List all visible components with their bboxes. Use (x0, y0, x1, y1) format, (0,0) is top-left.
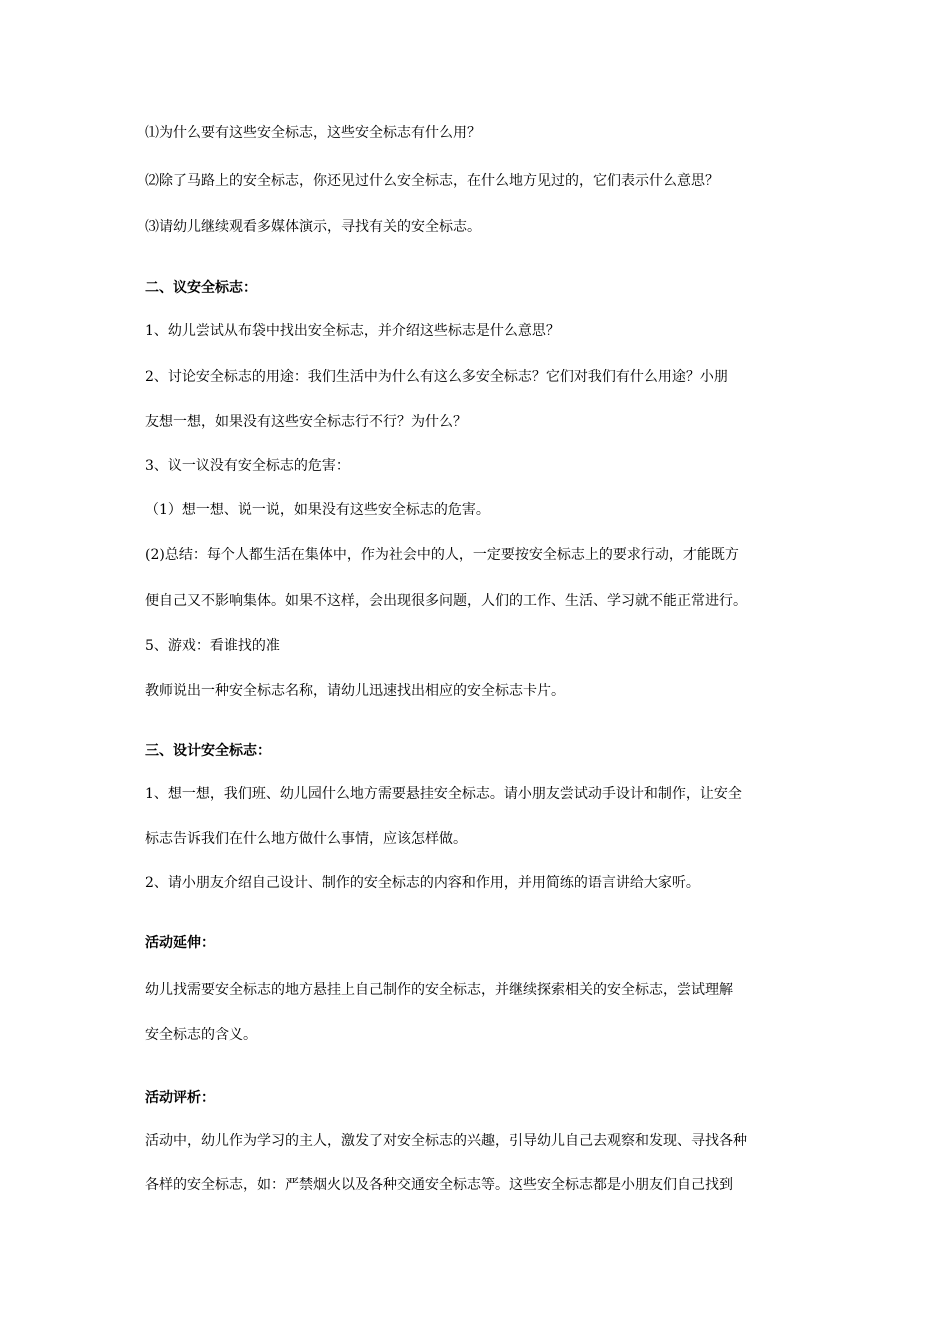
paragraph-line: 3、议一议没有安全标志的危害： (145, 458, 350, 474)
paragraph-line: 安全标志的含义。 (145, 1027, 257, 1043)
section-heading-design: 三、设计安全标志： (145, 743, 271, 759)
paragraph-line: 1、幼儿尝试从布袋中找出安全标志，并介绍这些标志是什么意思？ (145, 323, 560, 339)
paragraph-line: 标志告诉我们在什么地方做什么事情，应该怎样做。 (145, 831, 467, 847)
question-1-line: ⑴为什么要有这些安全标志，这些安全标志有什么用？ (145, 125, 481, 141)
question-3-line: ⑶请幼儿继续观看多媒体演示，寻找有关的安全标志。 (145, 219, 481, 235)
paragraph-line: 2、讨论安全标志的用途：我们生活中为什么有这么多安全标志？它们对我们有什么用途？小朋 (145, 369, 728, 385)
section-heading-discuss: 二、议安全标志： (145, 280, 257, 296)
paragraph-line: 活动中，幼儿作为学习的主人，激发了对安全标志的兴趣，引导幼儿自己去观察和发现、寻找各种 (145, 1133, 747, 1149)
section-heading-evaluation: 活动评析： (145, 1090, 215, 1106)
paragraph-line: 幼儿找需要安全标志的地方悬挂上自己制作的安全标志，并继续探索相关的安全标志，尝试理解 (145, 982, 733, 998)
question-2-line: ⑵除了马路上的安全标志，你还见过什么安全标志，在什么地方见过的，它们表示什么意思？ (145, 173, 719, 189)
section-heading-extension: 活动延伸： (145, 935, 215, 951)
paragraph-line: (2)总结：每个人都生活在集体中，作为社会中的人，一定要按安全标志上的要求行动，才能既方 (145, 547, 739, 563)
paragraph-line: 2、请小朋友介绍自己设计、制作的安全标志的内容和作用，并用简练的语言讲给大家听。 (145, 875, 700, 891)
paragraph-line: 5、游戏：看谁找的准 (145, 638, 280, 654)
paragraph-line: 教师说出一种安全标志名称，请幼儿迅速找出相应的安全标志卡片。 (145, 683, 565, 699)
paragraph-line: 友想一想，如果没有这些安全标志行不行？为什么？ (145, 414, 467, 430)
paragraph-line: 1、想一想，我们班、幼儿园什么地方需要悬挂安全标志。请小朋友尝试动手设计和制作，让安全 (145, 786, 742, 802)
paragraph-line: 便自己又不影响集体。如果不这样，会出现很多问题，人们的工作、生活、学习就不能正常进行。 (145, 593, 747, 609)
paragraph-line: 各样的安全标志，如：严禁烟火以及各种交通安全标志等。这些安全标志都是小朋友们自己找到 (145, 1177, 733, 1193)
paragraph-line: （1）想一想、说一说，如果没有这些安全标志的危害。 (145, 502, 490, 518)
